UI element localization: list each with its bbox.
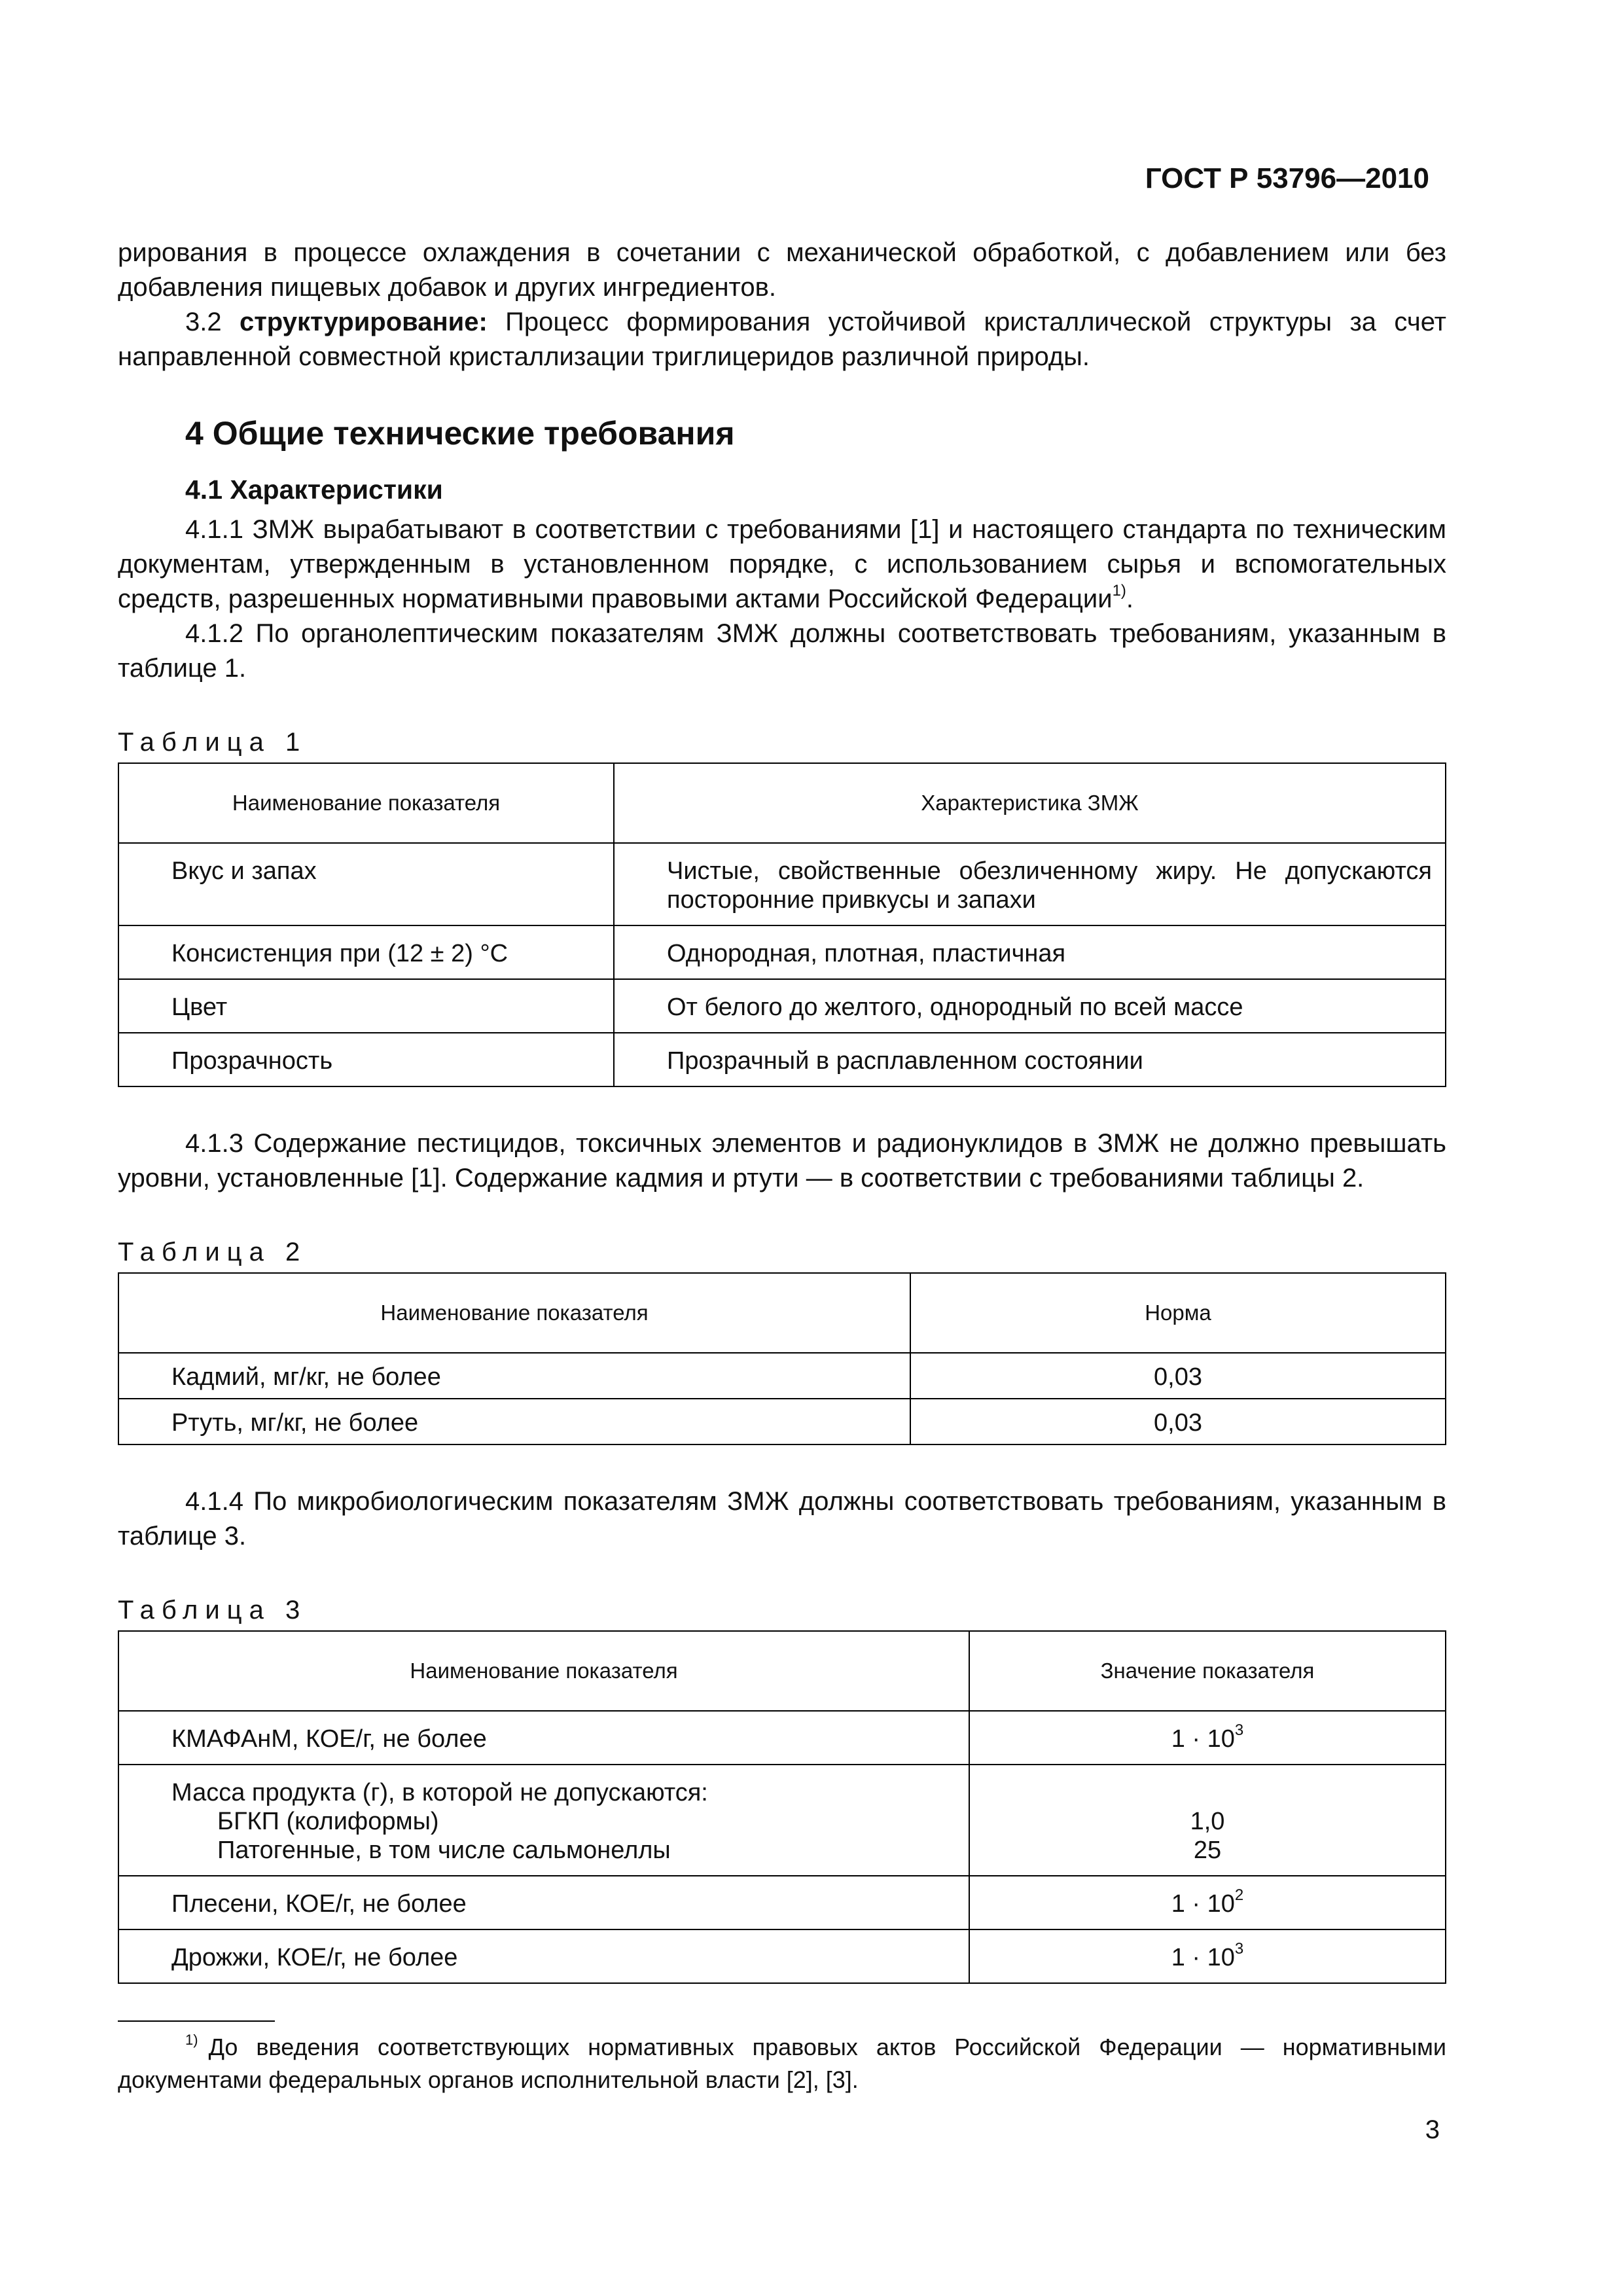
table-row — [118, 1399, 1446, 1444]
intro-paragraph: рирования в процессе охлаждения в сочетании с механической обработкой, с добавлением или без добавления пищевых добавок и других ингредиентов. — [118, 238, 1446, 302]
table-cell: От белого до желтого, однородный по всей массе — [614, 979, 1446, 1033]
value-exponent: 3 — [1234, 1940, 1244, 1958]
row-title: Масса продукта (г), в которой не допускаются: — [171, 1779, 708, 1806]
page-number: 3 — [1425, 2115, 1440, 2144]
table-2-header-name: Наименование показателя — [118, 1273, 910, 1353]
table-cell — [969, 1876, 1446, 1929]
table-cell: 0,03 — [910, 1353, 1446, 1399]
document-code-header: ГОСТ Р 53796—2010 — [1145, 162, 1429, 194]
footnote — [118, 2031, 1446, 2096]
table-row — [118, 1765, 1446, 1876]
paragraph-4-1-4: 4.1.4 По микробиологическим показателям ЗМЖ должны соответствовать требованиям, указанным в таблице 3. — [118, 1487, 1446, 1551]
value-exponent: 2 — [1234, 1886, 1244, 1904]
definition-text: Процесс формирования устойчивой кристаллической структуры за счет направленной совместной кристаллизации триглицеридов различной природы. — [118, 308, 1446, 371]
sub-item-pathogens: Патогенные, в том числе сальмонеллы — [217, 1837, 671, 1864]
table-1-header-characteristic: Характеристика ЗМЖ — [614, 763, 1446, 843]
section-4-1-heading: 4.1 Характеристики — [185, 475, 443, 505]
footnote-text: До введения соответствующих нормативных правовых актов Российской Федерации — нормативными документами федеральных органов исполнительной власти [2], [3]. — [118, 2034, 1446, 2093]
table-3-caption: Таблица 3 — [118, 1596, 308, 1624]
table-cell: Плесени, КОЕ/г, не более — [118, 1876, 969, 1929]
table-1 — [118, 762, 1446, 1087]
sub-item-bgkp: БГКП (колиформы) — [217, 1808, 439, 1835]
table-1-header-name: Наименование показателя — [118, 763, 614, 843]
table-row — [118, 1033, 1446, 1086]
table-2-header-row — [118, 1273, 1446, 1353]
table-cell: Консистенция при (12 ± 2) °С — [118, 925, 614, 979]
definition-3-2 — [118, 305, 1446, 374]
value-base: 1 · 10 — [1171, 1944, 1235, 1971]
value-base: 1 · 10 — [1171, 1890, 1235, 1918]
table-cell — [969, 1929, 1446, 1983]
table-row — [118, 979, 1446, 1033]
paragraph-4-1-3: 4.1.3 Содержание пестицидов, токсичных элементов и радионуклидов в ЗМЖ не должно превышать уровни, установленные [1]. Содержание кадмия и ртути — в соответствии с требованиями таблицы 2. — [118, 1129, 1446, 1193]
table-cell — [969, 1711, 1446, 1765]
footnote-reference: 1) — [1112, 582, 1126, 600]
table-cell: КМАФАнМ, КОЕ/г, не более — [118, 1711, 969, 1765]
value-exponent: 3 — [1234, 1721, 1244, 1739]
definition-term: структурирование: — [239, 308, 488, 336]
table-row — [118, 1929, 1446, 1983]
definition-number: 3.2 — [185, 308, 222, 336]
value-bgkp: 1,0 — [1190, 1808, 1225, 1835]
table-cell: Прозрачный в расплавленном состоянии — [614, 1033, 1446, 1086]
table-cell — [118, 1765, 969, 1876]
section-4-heading: 4 Общие технические требования — [185, 415, 735, 452]
table-cell — [969, 1765, 1446, 1876]
table-cell: Ртуть, мг/кг, не более — [118, 1399, 910, 1444]
table-cell: Цвет — [118, 979, 614, 1033]
table-1-caption: Таблица 1 — [118, 728, 308, 757]
paragraph-4-1-1-text: 4.1.1 ЗМЖ вырабатывают в соответствии с требованиями [1] и настоящего стандарта по техническим документам, утвержденным в установленном порядке, с использованием сырья и вспомогательных средств, разрешенных нормативными правовыми актами Российской Федерации — [118, 515, 1446, 613]
table-row — [118, 843, 1446, 925]
table-cell: Дрожжи, КОЕ/г, не более — [118, 1929, 969, 1983]
paragraph-4-1-2: 4.1.2 По органолептическим показателям ЗМЖ должны соответствовать требованиям, указанным в таблице 1. — [118, 619, 1446, 683]
paragraph-4-1-1-tail: . — [1126, 584, 1134, 613]
footnote-separator — [118, 2020, 275, 2022]
table-3-header-value: Значение показателя — [969, 1631, 1446, 1711]
value-base: 1 · 10 — [1171, 1725, 1235, 1753]
table-cell: Вкус и запах — [118, 843, 614, 925]
table-2-caption: Таблица 2 — [118, 1238, 308, 1266]
paragraph-4-1-1 — [118, 512, 1446, 617]
value-pathogens: 25 — [1193, 1837, 1222, 1864]
table-cell: Кадмий, мг/кг, не более — [118, 1353, 910, 1399]
table-3-header-name: Наименование показателя — [118, 1631, 969, 1711]
table-row — [118, 1876, 1446, 1929]
table-cell: Чистые, свойственные обезличенному жиру. Не допускаются посторонние привкусы и запахи — [614, 843, 1446, 925]
table-cell: Прозрачность — [118, 1033, 614, 1086]
footnote-mark: 1) — [185, 2032, 198, 2048]
table-row — [118, 1353, 1446, 1399]
table-3 — [118, 1630, 1446, 1984]
table-2 — [118, 1272, 1446, 1445]
table-row — [118, 1711, 1446, 1765]
table-cell: Однородная, плотная, пластичная — [614, 925, 1446, 979]
table-cell: 0,03 — [910, 1399, 1446, 1444]
page-content — [118, 236, 1446, 2096]
table-2-header-norm: Норма — [910, 1273, 1446, 1353]
table-row — [118, 925, 1446, 979]
table-1-header-row — [118, 763, 1446, 843]
table-3-header-row — [118, 1631, 1446, 1711]
